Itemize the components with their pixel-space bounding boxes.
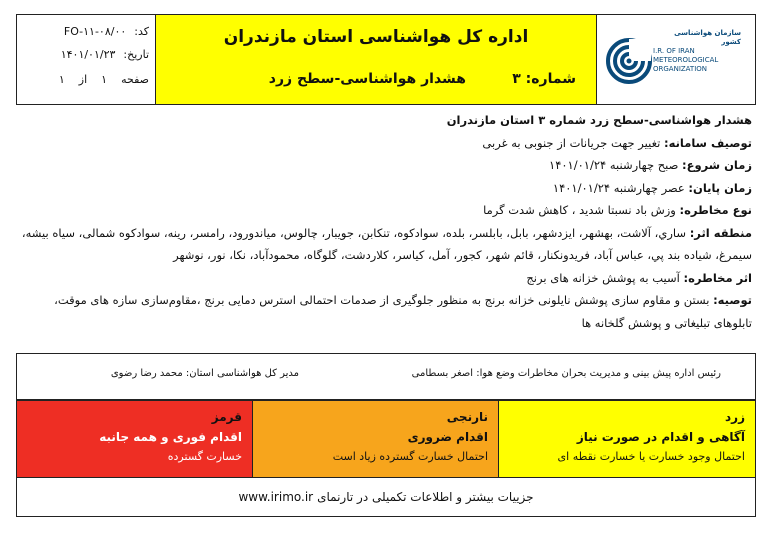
page-total: ۱	[58, 73, 65, 86]
level-orange-action: اقدام ضروری	[407, 430, 488, 444]
recommendation	[20, 289, 752, 334]
crisis-head-signature: رئیس اداره پیش بینی و مدیریت بحران مخاطرات وضع هوا: اصغر بسطامی	[411, 368, 721, 379]
level-orange	[253, 400, 498, 478]
website-link[interactable]: www.irimo.ir	[238, 490, 314, 504]
level-yellow-description: احتمال وجود خسارت یا خسارت نقطه ای	[557, 450, 745, 463]
effect-label: اثر مخاطره:	[683, 270, 752, 285]
warning-title: هشدار هواشناسی-سطح زرد	[268, 71, 466, 87]
logo-english-line1: I.R. OF IRAN	[653, 47, 695, 55]
warning-number	[512, 71, 576, 87]
recommendation-label: توصیه:	[713, 293, 752, 307]
system-description	[20, 132, 752, 155]
level-yellow-action: آگاهی و اقدام در صورت نیاز	[576, 430, 745, 444]
logo-box	[596, 14, 756, 105]
hazard-type	[20, 199, 752, 222]
warning-document	[16, 14, 756, 517]
level-orange-name: نارنجی	[446, 410, 488, 424]
area-label: منطقه اثر:	[689, 225, 752, 240]
signatures-box	[16, 353, 756, 400]
level-red	[16, 400, 253, 478]
logo-english-line3: ORGANIZATION	[653, 65, 708, 73]
level-orange-description: احتمال خسارت گسترده زیاد است	[332, 450, 488, 463]
effect-value: آسیب به پوشش خزانه های برنج	[526, 270, 680, 285]
code-label: کد:	[134, 25, 149, 38]
document-header	[16, 14, 756, 105]
meteorological-organization-logo-icon	[605, 21, 653, 99]
director-signature: مدیر کل هواشناسی استان: محمد رضا رضوی	[110, 368, 299, 379]
number-value: ۳	[512, 71, 521, 87]
hazard-effect	[20, 267, 752, 290]
recommendation-value: بستن و مقاوم سازی پوشش نایلونی خزانه برنج به منظور جلوگیری از صدمات احتمالی استرس دمایی برنج ،مقاوم‌سازی سازه های موقت، تابلوهای تبلیغاتی و پوشش گلخانه ها	[54, 293, 752, 330]
org-title: اداره کل هواشناسی استان مازندران	[223, 27, 529, 47]
page-row	[59, 73, 149, 86]
footer-text: جزییات بیشتر و اطلاعات تکمیلی در تارنمای	[317, 490, 534, 504]
document-footer	[16, 478, 756, 517]
end-label: زمان پایان:	[688, 180, 752, 195]
start-value: صبح چهارشنبه ۱۴۰۱/۰۱/۲۴	[549, 158, 679, 172]
logo-persian-name: سازمان هواشناسی کشور	[674, 29, 741, 46]
level-yellow	[498, 400, 756, 478]
warning-content	[16, 105, 756, 334]
page-label: صفحه	[121, 73, 149, 86]
level-red-name: قرمز	[211, 410, 242, 424]
date-row	[61, 48, 149, 61]
logo-text	[653, 29, 751, 74]
affected-area	[20, 222, 752, 267]
document-meta-box	[16, 14, 156, 105]
system-value: تغییر جهت جریانات از جنوبی به غربی	[482, 135, 661, 150]
end-time	[20, 177, 752, 200]
logo-english-line2: METEOROLOGICAL	[653, 56, 719, 64]
start-time	[20, 154, 752, 177]
title-box	[156, 14, 596, 105]
content-heading: هشدار هواشناسی-سطح زرد شماره ۳ استان مازندران	[446, 113, 752, 127]
area-value: ساري، آلاشت، بهشهر، ایزدشهر، بابل، بابلسر، بلده، سوادکوه، تنکابن، جویبار، چالوس، میاندورود، رامسر، رینه، سوادکوه شمالی، سیاه بیشه، سیمرغ، شیاده بند پي، عباس آباد، فریدونکنار، قائم شهر، کجور، آمل، کیاسر، کلاردشت، گلوگاه، محمودآباد، نکا، نور، نوشهر	[21, 225, 752, 262]
end-value: عصر چهارشنبه ۱۴۰۱/۰۱/۲۴	[552, 180, 685, 195]
level-red-action: اقدام فوری و همه جانبه	[99, 430, 242, 444]
hazard-label: نوع مخاطره:	[679, 203, 752, 217]
page-current: ۱	[101, 73, 108, 86]
number-label: شماره:	[525, 71, 576, 87]
level-yellow-name: زرد	[725, 410, 745, 424]
system-label: توصیف سامانه:	[664, 135, 752, 150]
code-row	[64, 25, 149, 38]
page-of: از	[78, 73, 88, 86]
code-value: FO-۱۱-۰۸/۰۰	[63, 25, 127, 38]
date-value: ۱۴۰۱/۰۱/۲۳	[60, 48, 116, 61]
warning-levels-legend	[16, 400, 756, 478]
hazard-value: وزش باد نسبتا شدید ، کاهش شدت گرما	[483, 203, 676, 217]
start-label: زمان شروع:	[682, 158, 752, 172]
date-label: تاریخ:	[123, 48, 149, 61]
level-red-description: خسارت گسترده	[167, 450, 242, 463]
